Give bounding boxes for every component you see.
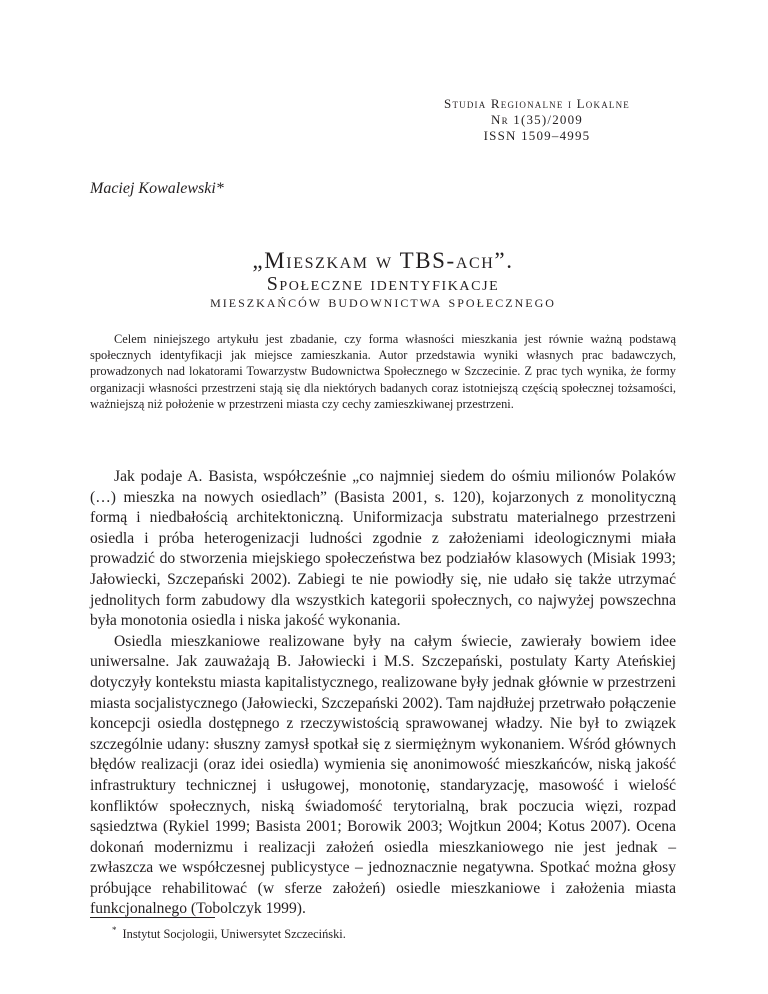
footnote-marker: * [112, 925, 117, 935]
footnote-divider [90, 917, 215, 918]
journal-header [444, 96, 630, 144]
article-title-line-2: Społeczne identyfikacje [266, 273, 500, 295]
abstract: Celem niniejszego artykułu jest zbadanie, czy forma własności mieszkania jest równie ważną podstawą społecznych identyfikacji jak miejsce zamieszkania. Autor przedstawia wyniki własnych prac badawczych, prowadzonych nad lokatorami Towarzystw Budownictwa Społecznego w Szczecinie. Z prac tych wynika, że formy organizacji własności przestrzeni stają się dla niektórych badanych coraz istotniejszą częścią społecznej tożsamości, ważniejszą niż położenie w przestrzeni miasta czy cechy zamieszkiwanej przestrzeni. [90, 332, 676, 411]
body-paragraph-1: Jak podaje A. Basista, współcześnie „co najmniej siedem do ośmiu milionów Polaków (…) mieszka na nowych osiedlach” (Basista 2001, s. 120), kojarzonych z monolityczną formą i niedbałością architektoniczną. Uniformizacja substratu materialnego przestrzeni osiedla i próba heterogenizacji ludności zgodnie z założeniami ideologicznymi miała prowadzić do stworzenia miejskiego społeczeństwa bez podziałów klasowych (Misiak 1993; Jałowiecki, Szczepański 2002). Zabiegi te nie powiodły się, nie udało się także utrzymać jednolitych form zabudowy dla wszystkich kategorii społecznych, co najwyżej powszechna była monotonia osiedla i niska jakość wykonania. [90, 468, 676, 630]
author-name: Maciej Kowalewski* [90, 180, 224, 197]
journal-issn: ISSN 1509–4995 [483, 128, 591, 143]
body-paragraph-2: Osiedla mieszkaniowe realizowane były na całym świecie, zawierały bowiem idee uniwersalne. Jak zauważają B. Jałowiecki i M.S. Szczepański, postulaty Karty Ateńskiej dotyczyły kontekstu miasta kapitalistycznego, realizowane były jednak głównie w przestrzeni miasta socjalistycznego (Jałowiecki, Szczepański 2002). Tam najdłużej przetrwało połączenie koncepcji osiedla dostępnego z rzeczywistością sprawowanej władzy. Nie był to związek szczególnie udany: słuszny zamysł spotkał się z siermiężnym wykonaniem. Wśród głównych błędów realizacji (oraz idei osiedla) wymienia się anonimowość mieszkańców, niską jakość infrastruktury technicznej i usługowej, monotonię, standaryzację, masowość i wielość konfliktów społecznych, niską świadomość terytorialną, brak poczucia więzi, rozpad sąsiedztwa (Rykiel 1999; Basista 2001; Borowik 2003; Wojtkun 2004; Kotus 2007). Ocena dokonań modernizmu i realizacji założeń osiedla mieszkaniowego nie jest jednak – zwłaszcza we współczesnej publicystyce – jednoznacznie negatywna. Spotkać można głosy próbujące rehabilitować (w sferze założeń) osiedle mieszkaniowe i założenia miasta funkcjonalnego (Tobolczyk 1999). [90, 632, 676, 918]
article-body [90, 467, 676, 920]
journal-name: Studia Regionalne i Lokalne [444, 96, 630, 111]
footnote [112, 922, 346, 942]
article-title-line-1: „Mieszkam w TBS-ach”. [252, 248, 514, 273]
journal-issue: Nr 1(35)/2009 [491, 112, 584, 127]
article-title-line-3: mieszkańców budownictwa społecznego [210, 292, 556, 311]
footnote-text: Instytut Socjologii, Uniwersytet Szczeciński. [122, 927, 346, 942]
